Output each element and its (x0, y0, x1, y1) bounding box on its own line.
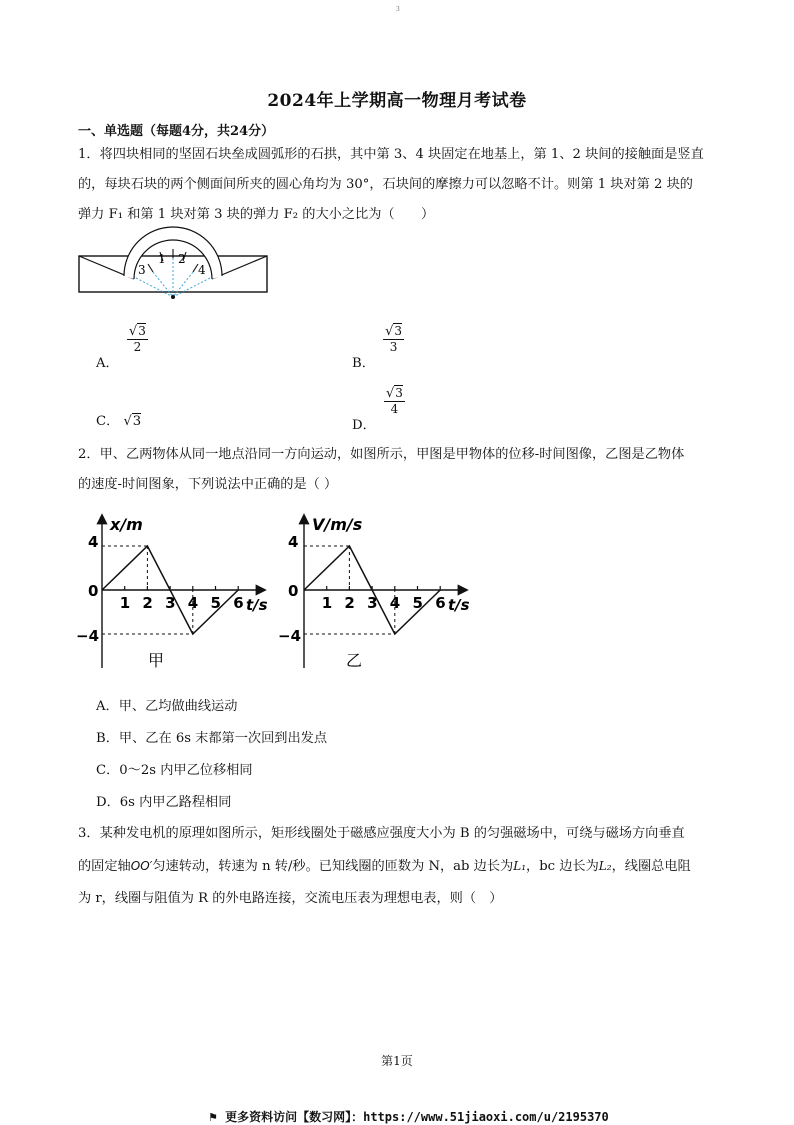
q2-line-1: 2．甲、乙两物体从同一地点沿同一方向运动，如图所示，甲图是甲物体的位移-时间图像，乙图是乙物体 (78, 447, 685, 462)
yi-xtick-label-2: 2 (344, 594, 355, 612)
block-label-1: 1 (158, 252, 166, 266)
q3-line-1: 3．某种发电机的原理如图所示，矩形线圈处于磁感应强度大小为 B 的匀强磁场中，可绕与磁场方向垂直 (78, 826, 685, 841)
q1-option-c[interactable]: C． √3 (96, 414, 142, 429)
jia-xtick-label-5: 5 (210, 594, 221, 612)
section-heading: 一、单选题（每题4分，共24分） (78, 124, 275, 139)
option-d-fraction: $\frac{√3}{4}$ (385, 386, 403, 416)
l1-symbol: L₁ (513, 859, 527, 873)
q3-line-2-a: 的固定轴 (78, 859, 131, 874)
q1-line-1: 1．将四块相同的坚固石块垒成圆弧形的石拱，其中第 3、4 块固定在地基上，第 1、2 块间的接触面是竖直 (78, 147, 704, 162)
stone-arch-figure (78, 248, 268, 302)
yi-ytick-4: 4 (288, 533, 299, 551)
page-title: 2024年上学期高一物理月考试卷 (267, 91, 527, 111)
block-label-4: 4 (198, 263, 206, 277)
block-label-3: 3 (138, 263, 146, 277)
jia-ytick-0: 0 (88, 582, 99, 600)
option-c-label: C． (96, 414, 120, 429)
option-b-radicand: 3 (394, 324, 403, 338)
top-mark: 3 (396, 6, 400, 13)
q3-line-2 (78, 850, 720, 883)
option-a-fraction: $\frac{√3}{2}$ (128, 324, 146, 354)
yi-ytick-0: 0 (288, 582, 299, 600)
option-b-denominator: 3 (389, 340, 398, 354)
q2-option-a[interactable]: A．甲、乙均做曲线运动 (96, 699, 238, 714)
q3-line-2-b: 匀速转动，转速为 n 转/秒。已知线圈的匝数为 N，ab 边长为 (152, 859, 514, 874)
l2-symbol: L₂ (598, 859, 612, 873)
question-3-text (78, 818, 720, 915)
jia-y-label: x/m (110, 515, 143, 534)
axis-symbol-oo: OO′ (130, 859, 153, 873)
jia-xtick-label-1: 1 (119, 594, 131, 612)
yi-caption: 乙 (346, 651, 363, 670)
graph-jia (76, 508, 275, 676)
option-c-radicand: 3 (132, 414, 142, 429)
page-number: 第1页 (381, 1054, 413, 1068)
q1-option-a[interactable] (96, 324, 146, 371)
yi-xtick-label-1: 1 (321, 594, 333, 612)
jia-ytick-neg4: −4 (76, 627, 100, 645)
q2-option-b[interactable]: B．甲、乙在 6s 末都第一次回到出发点 (96, 731, 328, 746)
jia-xtick-label-4: 4 (187, 594, 199, 612)
jia-xtick-label-2: 2 (142, 594, 153, 612)
yi-xtick-label-6: 6 (435, 594, 446, 612)
yi-xtick-label-4: 4 (389, 594, 401, 612)
graph-yi (280, 508, 480, 676)
q1-line-2: 的，每块石块的两个侧面间所夹的圆心角均为 30°，石块间的摩擦力可以忽略不计。则第 1 块对第 2 块的 (78, 177, 693, 192)
yi-xtick-label-3: 3 (367, 594, 378, 612)
option-b-label: B． (352, 355, 375, 371)
option-d-label: D． (352, 417, 376, 433)
jia-xtick-label-6: 6 (233, 594, 244, 612)
flag-icon: ⚑ (208, 1111, 218, 1124)
option-b-fraction: $\frac{√3}{3}$ (385, 324, 403, 354)
question-2-text (78, 440, 720, 500)
q1-line-3: 弹力 F₁ 和第 1 块对第 3 块的弹力 F₂ 的大小之比为（ ） (78, 207, 435, 222)
q1-option-d[interactable] (352, 386, 403, 433)
yi-xtick-label-5: 5 (412, 594, 423, 612)
q2-option-d[interactable]: D．6s 内甲乙路程相同 (96, 795, 232, 810)
q2-line-2: 的速度-时间图象，下列说法中正确的是（ ） (78, 477, 338, 492)
q3-line-2-c: ，bc 边长为 (526, 859, 599, 874)
q2-option-c[interactable]: C．0～2s 内甲乙位移相同 (96, 763, 253, 778)
option-d-radicand: 3 (395, 386, 403, 400)
arch-centre-dot (171, 295, 175, 299)
option-d-denominator: 4 (390, 402, 399, 416)
yi-x-label: t/s (448, 596, 470, 614)
jia-ytick-4: 4 (88, 533, 99, 551)
q3-line-2-d: ，线圈总电阻 (611, 859, 691, 874)
option-a-label: A． (96, 355, 119, 371)
question-1-text (78, 140, 720, 230)
option-a-denominator: 2 (133, 340, 142, 354)
block-label-2: 2 (178, 252, 186, 266)
jia-caption: 甲 (148, 651, 165, 670)
footer-link-text[interactable]: 更多资料访问【数习网】：https://www.51jiaoxi.com/u/2195370 (225, 1110, 609, 1124)
jia-xtick-label-3: 3 (165, 594, 176, 612)
q1-option-b[interactable] (352, 324, 403, 371)
yi-ytick-neg4: −4 (278, 627, 302, 645)
jia-x-label: t/s (246, 596, 268, 614)
footer-link[interactable] (208, 1108, 609, 1125)
yi-y-label: V/m/s (312, 515, 363, 534)
q3-line-3: 为 r，线圈与阻值为 R 的外电路连接，交流电压表为理想电表，则（ ） (78, 891, 503, 906)
option-a-radicand: 3 (138, 324, 146, 338)
